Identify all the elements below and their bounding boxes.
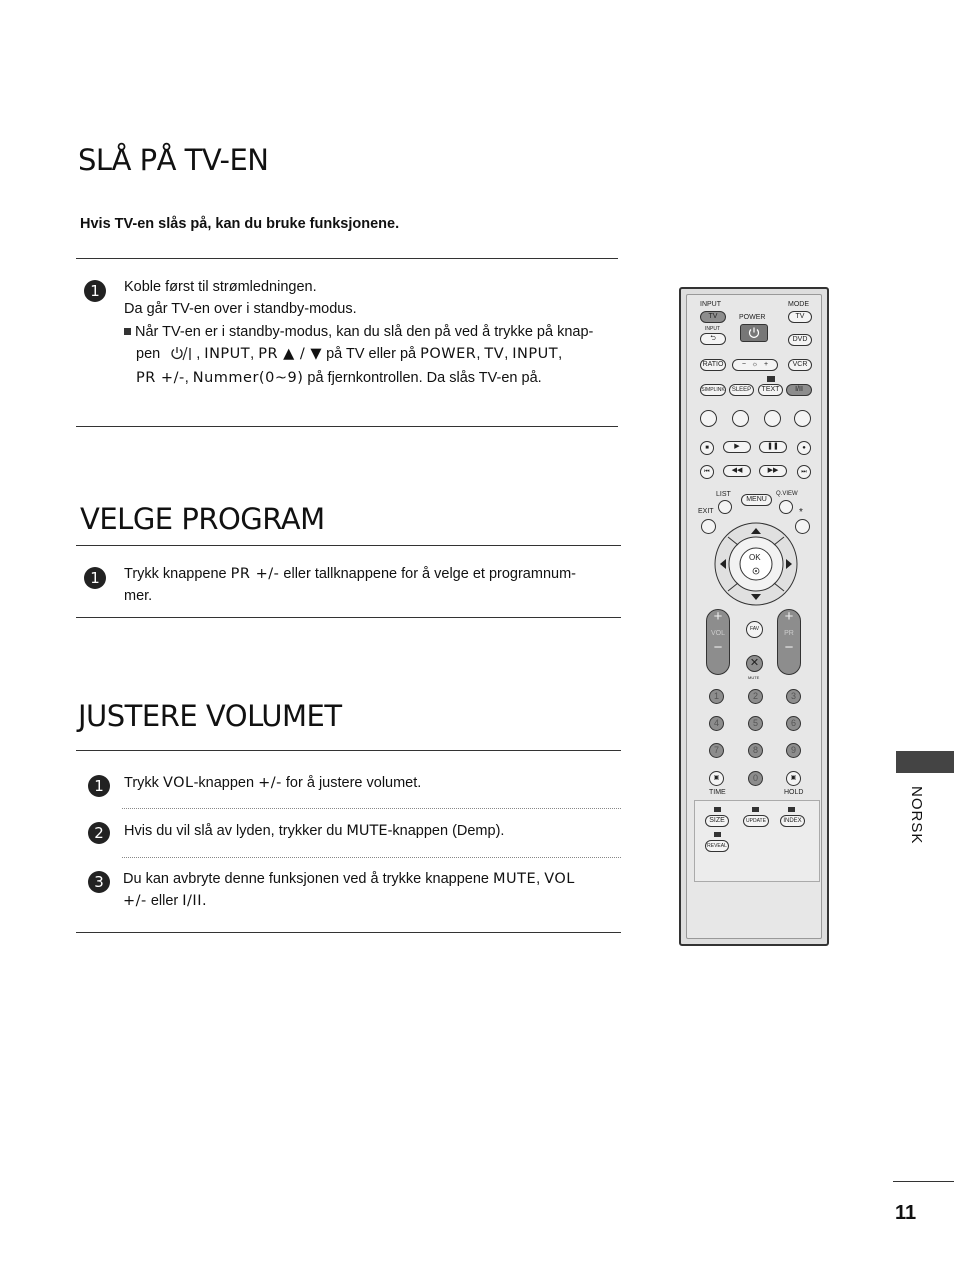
section-title-power-on: SLÅ PÅ TV-EN <box>78 143 269 177</box>
list-button <box>718 500 732 514</box>
stop-button: ■ <box>700 441 714 455</box>
size-button: SIZE <box>705 815 729 827</box>
vol-label: VOL <box>710 630 725 637</box>
divider <box>76 932 621 933</box>
step-number-badge: 2 <box>88 822 110 844</box>
record-button: ● <box>797 441 811 455</box>
step-number-badge: 1 <box>84 567 106 589</box>
fast-forward-button: ▶▶ <box>759 465 787 477</box>
bullet-square-icon <box>124 328 131 335</box>
qview-button <box>779 500 793 514</box>
exit-label: EXIT <box>698 508 714 515</box>
simplink-button: SIMPLINK <box>700 384 726 396</box>
step-text <box>124 277 619 390</box>
qview-label: Q.VIEW <box>776 491 798 497</box>
yellow-button <box>764 410 781 427</box>
step-text: Trykk VOL-knappen +/- for å justere volumet. <box>124 775 422 791</box>
input-button: ⮌ <box>700 333 726 345</box>
ratio-button: RATIO <box>700 359 726 371</box>
number-button: 2 <box>748 689 763 704</box>
update-button: UPDATE <box>743 815 769 827</box>
dvd-mode-button: DVD <box>788 334 812 346</box>
teletext-icon <box>714 832 721 837</box>
sleep-button: SLEEP <box>729 384 754 396</box>
language-label: NORSK <box>908 786 925 845</box>
footer-rule <box>893 1181 954 1182</box>
tv-input-button: TV <box>700 311 726 323</box>
note-line: PR +/-, Nummer(0~9) på fjernkontrollen. Da slås TV-en på. <box>136 370 542 386</box>
number-button: 0 <box>748 771 763 786</box>
divider-dotted <box>122 808 621 809</box>
language-tab <box>896 751 954 773</box>
rewind-button: ◀◀ <box>723 465 751 477</box>
number-button: 4 <box>709 716 724 731</box>
pr-label: PR <box>784 630 794 637</box>
step-number-badge: 3 <box>88 871 110 893</box>
teletext-icon <box>788 807 795 812</box>
dual-audio-button: I/II <box>786 384 812 396</box>
step-text: Du kan avbryte denne funksjonen ved å trykke knappene MUTE, VOL +/- eller I/II. <box>123 871 575 909</box>
skip-forward-button: ⏭ <box>797 465 811 479</box>
play-button: ▶ <box>723 441 751 453</box>
menu-button: MENU <box>741 494 772 506</box>
vcr-mode-button: VCR <box>788 359 812 371</box>
number-button: 6 <box>786 716 801 731</box>
time-label: TIME <box>709 789 726 796</box>
number-button: 5 <box>748 716 763 731</box>
number-button: 7 <box>709 743 724 758</box>
hold-button: ▣ <box>786 771 801 786</box>
step-text: Hvis du vil slå av lyden, trykker du MUTE-knappen (Demp). <box>124 823 505 839</box>
time-button: ▣ <box>709 771 724 786</box>
tv-mode-button: TV <box>788 311 812 323</box>
fav-button: FAV <box>746 621 763 638</box>
divider-dotted <box>122 857 621 858</box>
mute-label: MUTE <box>748 675 760 680</box>
star-label: * <box>799 507 803 518</box>
teletext-icon <box>767 376 775 382</box>
power-icon <box>747 326 761 340</box>
note-line: pen , INPUT, PR ▲ / ▼ på TV eller på POWER, TV, INPUT, <box>124 344 619 369</box>
power-button <box>740 324 768 342</box>
ok-label: OK <box>749 553 761 562</box>
divider <box>76 617 621 618</box>
section-title-adjust-volume: JUSTERE VOLUMET <box>78 699 342 733</box>
input-small-label: INPUT <box>705 326 720 332</box>
power-label: POWER <box>739 314 766 321</box>
index-button: INDEX <box>780 815 805 827</box>
number-button: 9 <box>786 743 801 758</box>
teletext-icon <box>752 807 759 812</box>
power-standby-icon <box>170 346 194 369</box>
list-label: LIST <box>716 491 731 498</box>
mute-button: ✕ <box>746 655 763 672</box>
step-line: Koble først til strømledningen. <box>124 279 317 295</box>
hold-label: HOLD <box>784 789 804 796</box>
reveal-button: REVEAL <box>705 840 729 852</box>
divider <box>76 426 618 427</box>
mode-label: MODE <box>788 301 809 308</box>
note-line: Når TV-en er i standby-modus, kan du slå den på ved å trykke på knap- <box>124 322 619 344</box>
step-line: Da går TV-en over i standby-modus. <box>124 300 357 317</box>
divider <box>76 750 621 751</box>
number-button: 1 <box>709 689 724 704</box>
step-number-badge: 1 <box>84 280 106 302</box>
divider <box>76 258 618 259</box>
volume-rocker: + VOL − <box>706 609 730 675</box>
input-label: INPUT <box>700 301 721 308</box>
teletext-icon <box>714 807 721 812</box>
skip-back-button: ⏮ <box>700 465 714 479</box>
blue-button <box>794 410 811 427</box>
step-text: Trykk knappene PR +/- eller tallknappene for å velge et programnum- mer. <box>124 566 576 604</box>
number-button: 3 <box>786 689 801 704</box>
step-number-badge: 1 <box>88 775 110 797</box>
brightness-rocker: − ☼ + <box>732 359 778 371</box>
remote-control-illustration <box>679 287 829 946</box>
navigation-dpad <box>711 521 801 607</box>
section-title-select-program: VELGE PROGRAM <box>80 502 325 536</box>
program-rocker: + PR − <box>777 609 801 675</box>
number-button: 8 <box>748 743 763 758</box>
green-button <box>732 410 749 427</box>
pause-button: ❚❚ <box>759 441 787 453</box>
page-number: 11 <box>895 1202 917 1224</box>
red-button <box>700 410 717 427</box>
remote-body <box>686 294 822 939</box>
text-button: TEXT <box>758 384 783 396</box>
divider <box>76 545 621 546</box>
section-intro: Hvis TV-en slås på, kan du bruke funksjonene. <box>80 216 400 232</box>
